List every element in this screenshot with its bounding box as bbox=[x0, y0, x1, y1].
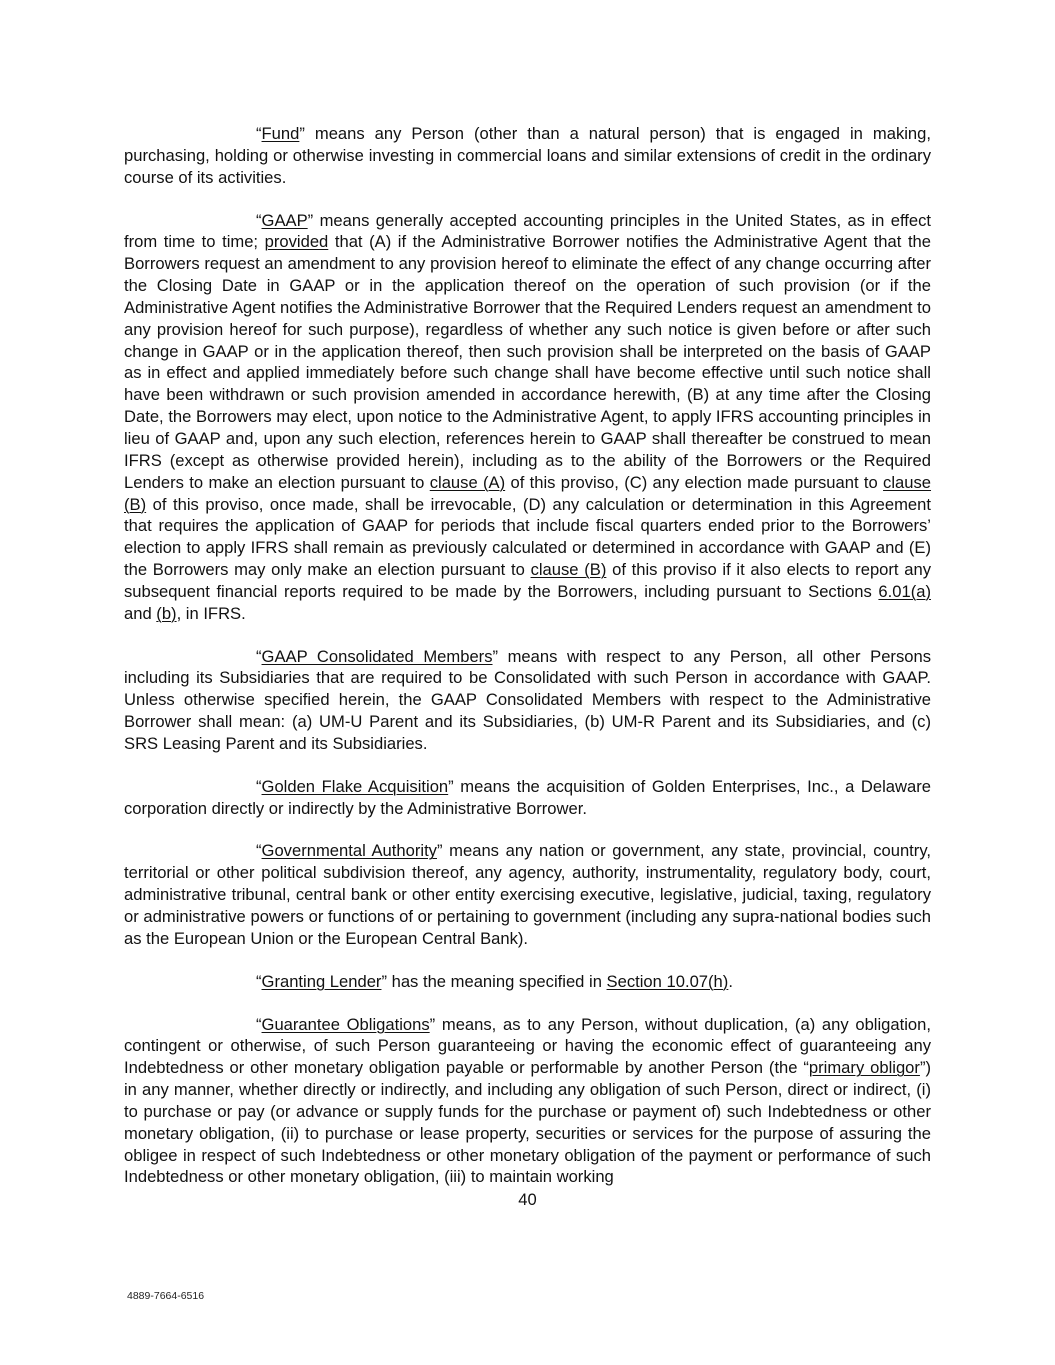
definition-text: of this proviso if it also elects to report any subsequent financial reports required to be made by the Borrowers, including pursuant to Sections bbox=[124, 560, 932, 601]
definition-gaap bbox=[124, 210, 931, 625]
emphasized-term: provided bbox=[264, 232, 329, 252]
definition-golden-flake-acquisition bbox=[124, 776, 931, 820]
open-quote: “ bbox=[256, 841, 262, 861]
definition-text: of this proviso, (C) any election made pursuant to bbox=[505, 472, 884, 492]
definition-governmental-authority bbox=[124, 840, 931, 949]
open-quote: “ bbox=[256, 124, 262, 143]
defined-term: Guarantee Obligations bbox=[261, 1014, 430, 1034]
defined-term: Fund bbox=[261, 124, 300, 143]
defined-term: Golden Flake Acquisition bbox=[261, 776, 449, 796]
definition-text: of this proviso, once made, shall be irrevocable, (D) any calculation or determination in this Agreement that requires the application of GAAP for periods that include fiscal quarters ended prior to the Borrowers’ election to apply IFRS shall remain as previously calculated or determined in accordance with GAAP and (E) the Borrowers may only make an election pursuant to bbox=[124, 494, 931, 580]
definition-text: ” means any nation or government, any state, provincial, country, territorial or other political subdivision thereof, any agency, authority, instrumentality, regulatory body, court, administrative tribunal, central bank or other entity exercising executive, legislative, judicial, taxing, regulatory or administrative powers or functions of or pertaining to government (including any supra-national bodies such as the European Union or the European Central Bank). bbox=[124, 841, 931, 948]
cross-reference: clause (A) bbox=[429, 472, 506, 492]
definitions-body bbox=[124, 123, 931, 1188]
open-quote: “ bbox=[256, 210, 262, 230]
definition-text: ” has the meaning specified in bbox=[381, 971, 607, 991]
cross-reference: (b) bbox=[156, 603, 177, 623]
cross-reference: Section 10.07(h) bbox=[606, 971, 729, 991]
definition-text: ” means the acquisition of Golden Enterprises, Inc., a Delaware corporation directly or indirectly by the Administrative Borrower. bbox=[124, 776, 931, 818]
definition-text: ” means any Person (other than a natural person) that is engaged in making, purchasing, holding or otherwise investing in commercial loans and similar extensions of credit in the ordinary course of its activities. bbox=[124, 124, 931, 187]
cross-reference: clause (B) bbox=[124, 472, 932, 514]
open-quote: “ bbox=[256, 971, 262, 991]
definition-text: ”) in any manner, whether directly or indirectly, and including any obligation of such Person, direct or indirect, (i) to purchase or pay (or advance or supply funds for the purchase or payment of) such Indebtedness or other monetary obligation, (ii) to purchase or lease property, securities or services for the purpose of assuring the obligee in respect of such Indebtedness or other monetary obligation of the payment or performance of such Indebtedness or other monetary obligation, (iii) to maintain working bbox=[124, 1058, 931, 1187]
definition-text: and bbox=[124, 603, 157, 623]
defined-term: Governmental Authority bbox=[261, 841, 437, 861]
cross-reference: clause (B) bbox=[530, 560, 607, 580]
open-quote: “ bbox=[256, 1014, 262, 1034]
definition-text: , in IFRS. bbox=[176, 603, 246, 623]
defined-term: GAAP Consolidated Members bbox=[261, 646, 493, 666]
definition-gaap-consolidated-members bbox=[124, 646, 931, 755]
open-quote: “ bbox=[256, 776, 262, 796]
definition-text: . bbox=[728, 971, 733, 991]
definition-text: ” means, as to any Person, without duplication, (a) any obligation, contingent or otherwise, of such Person guaranteeing or having the economic effect of guaranteeing any Indebtedness or other monetary obligation payable or performable by another Person (the “ bbox=[124, 1014, 931, 1078]
cross-reference: 6.01(a) bbox=[878, 581, 931, 601]
defined-term: primary obligor bbox=[808, 1058, 920, 1078]
document-id: 4889-7664-6516 bbox=[127, 1290, 205, 1302]
page-number: 40 bbox=[518, 1190, 537, 1209]
open-quote: “ bbox=[256, 646, 262, 666]
defined-term: GAAP bbox=[261, 210, 308, 230]
definition-text: ” means generally accepted accounting principles in the United States, as in effect from time to time; bbox=[124, 210, 931, 252]
defined-term: Granting Lender bbox=[261, 971, 382, 991]
definition-text: that (A) if the Administrative Borrower notifies the Administrative Agent that the Borrowers request an amendment to any provision hereof to eliminate the effect of any change occurring after the Closing Date in GAAP or in the application thereof on the operation of such provision (or if the Administrative Agent notifies the Administrative Borrower that the Required Lenders request an amendment to any provision hereof for such purpose), regardless of whether any such notice is given before or after such change in GAAP or in the application thereof, then such provision shall be interpreted on the basis of GAAP as in effect and applied immediately before such change shall have become effective until such notice shall have been withdrawn or such provision amended in accordance herewith, (B) at any time after the Closing Date, the Borrowers may elect, upon notice to the Administrative Agent, to apply IFRS accounting principles in lieu of GAAP and, upon any such election, references herein to GAAP shall thereafter be construed to mean IFRS (except as otherwise provided herein), including as to the ability of the Borrowers or the Required Lenders to make an election pursuant to bbox=[124, 232, 932, 492]
definition-fund bbox=[124, 123, 931, 189]
definition-granting-lender bbox=[124, 971, 931, 993]
definition-text: ” means with respect to any Person, all other Persons including its Subsidiaries that are required to be Consolidated with such Person in accordance with GAAP. Unless otherwise specified herein, the GAAP Consolidated Members with respect to the Administrative Borrower shall mean: (a) UM-U Parent and its Subsidiaries, (b) UM-R Parent and its Subsidiaries, and (c) SRS Leasing Parent and its Subsidiaries. bbox=[124, 646, 931, 753]
definition-guarantee-obligations bbox=[124, 1014, 931, 1189]
